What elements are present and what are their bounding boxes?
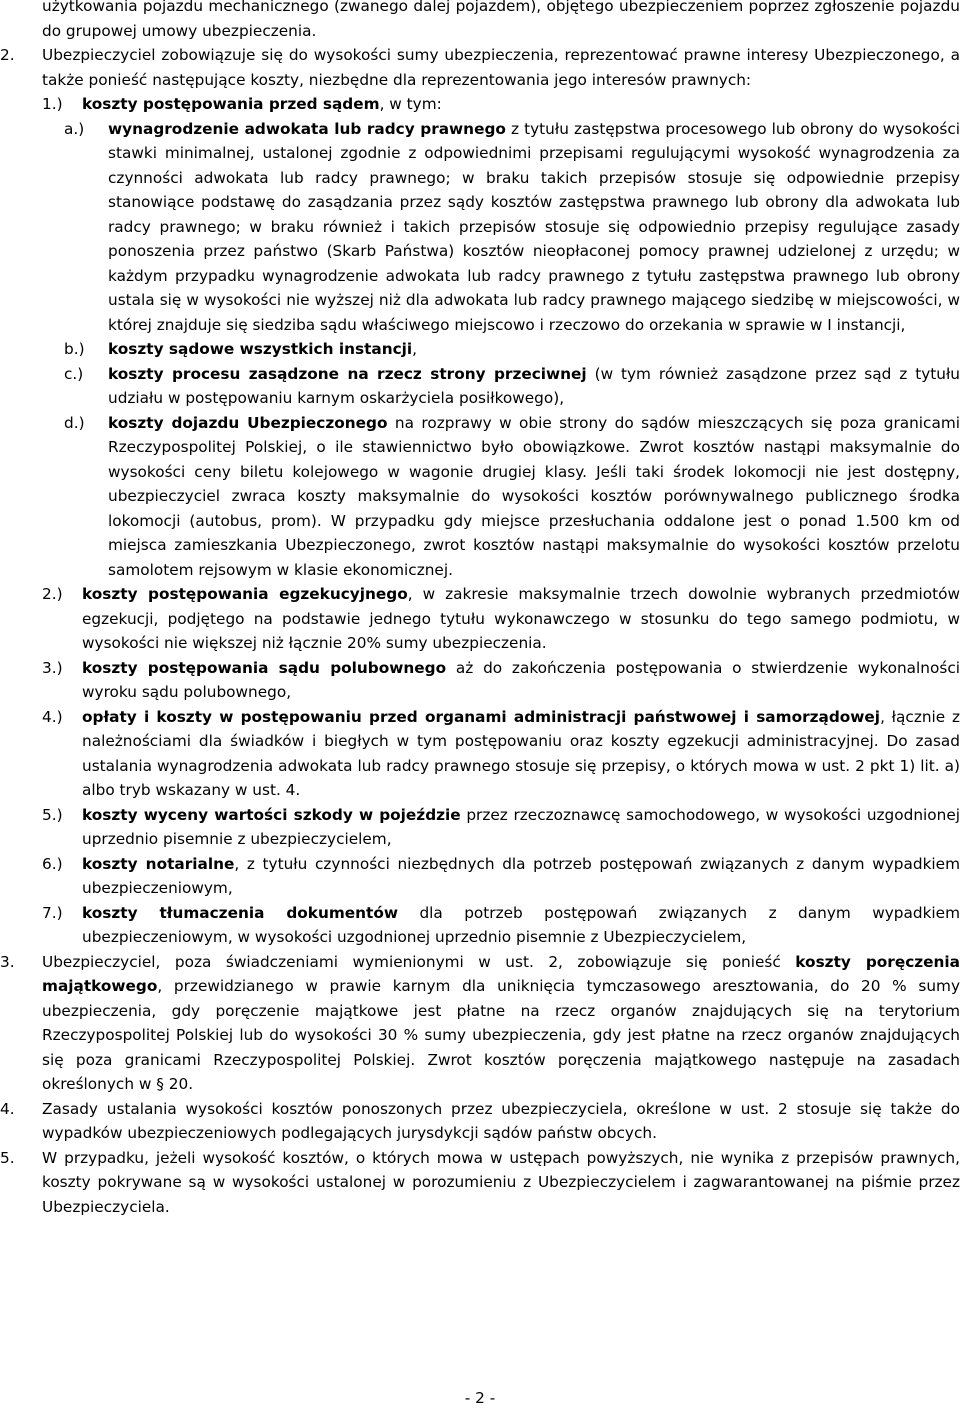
list-item-text: , łącznie z należnościami dla świadków i biegłych w tym postępowaniu oraz koszty egzekucji administracyjnej. Do zasad ustalania wynagrodzenia adwokata lub radcy prawnego stosuje się przepisy, o których mowa w ust. 2 pkt 1) lit. a) albo tryb wskazany w ust. 4. xyxy=(82,707,960,799)
list-item-3 xyxy=(0,656,960,705)
list-item-text: dla potrzeb postępowań związanych z danym wypadkiem ubezpieczeniowym, w wysokości uzgodnionej uprzednio pisemnie z Ubezpieczycielem, xyxy=(82,903,960,946)
list-item-number: 1.) xyxy=(42,95,63,113)
subitem-text: na rozprawy w obie strony do sądów mieszczących się poza granicami Rzeczypospolitej Polskiej, o ile stawiennictwo było obowiązkowe. Zwrot kosztów nastąpi maksymalnie do wysokości ceny biletu kolejowego w wagonie drugiej klasy. Jeśli taki środek lokomocji nie jest dostępny, ubezpieczyciel zwraca koszty maksymalnie do wysokości kosztów porównywalnego publicznego środka lokomocji (autobus, prom). W przypadku gdy miejsce przesłuchania oddalone jest o ponad 1.500 km od miejsca zamieszkania Ubezpieczonego, zwrot kosztów nastąpi maksymalnie do wysokości kosztów przelotu samolotem rejsowym w klasie ekonomicznej. xyxy=(108,413,960,579)
list-item-number: 6.) xyxy=(42,854,63,873)
list-item-text: przez rzeczoznawcę samochodowego, w wysokości uzgodnionej uprzednio pisemnie z ubezpieczycielem, xyxy=(82,805,960,848)
subitem-heading: koszty dojazdu Ubezpieczonego xyxy=(108,413,388,432)
page-number: - 2 - xyxy=(464,1389,496,1407)
list-item-1 xyxy=(0,92,960,117)
section-2-number: 2. xyxy=(0,46,15,64)
section-2 xyxy=(0,43,960,92)
list-item-number: 5.) xyxy=(42,805,63,824)
section-3-number: 3. xyxy=(0,952,15,971)
subitem-heading: wynagrodzenie adwokata lub radcy prawnego xyxy=(108,119,506,138)
list-item-text: , w tym: xyxy=(379,95,442,113)
subitem-b xyxy=(0,337,960,362)
list-item-text: , z tytułu czynności niezbędnych dla potrzeb postępowań związanych z danym wypadkiem ubezpieczeniowym, xyxy=(82,854,960,897)
subitem-heading: koszty sądowe wszystkich instancji xyxy=(108,340,413,358)
subitem-d xyxy=(0,411,960,583)
list-item-heading: koszty tłumaczenia dokumentów xyxy=(82,903,398,922)
section-5-text: W przypadku, jeżeli wysokość kosztów, o których mowa w ustępach powyższych, nie wynika z przepisów prawnych, koszty pokrywane są w wysokości ustalonej w porozumieniu z Ubezpieczycielem i zagwarantowanej na piśmie przez Ubezpieczyciela. xyxy=(42,1148,960,1216)
section-3-text-post: , przewidzianego w prawie karnym dla uniknięcia tymczasowego aresztowania, do 20 % sumy ubezpieczenia, gdy poręczenie majątkowe jest płatne na rzecz organów znajdujących się na terytorium Rzeczypospolitej Polskiej lub do wysokości 30 % sumy ubezpieczenia, gdy jest płatne na rzecz organów znajdujących się poza granicami Rzeczypospolitej Polskiej. Zwrot kosztów poręczenia majątkowego następuje na zasadach określonych w § 20. xyxy=(42,977,960,1093)
section-4-number: 4. xyxy=(0,1099,15,1118)
section-4-text: Zasady ustalania wysokości kosztów ponoszonych przez ubezpieczyciela, określone w ust. 2 stosuje się także do wypadków ubezpieczeniowych podlegających jurysdykcji sądów państw obcych. xyxy=(42,1099,960,1142)
list-item-6 xyxy=(0,852,960,901)
section-3-heading: koszty poręczenia majątkowego xyxy=(42,952,960,995)
subitem-letter: b.) xyxy=(64,340,85,358)
subitem-letter: a.) xyxy=(64,119,85,138)
list-item-number: 3.) xyxy=(42,658,63,677)
list-item-7 xyxy=(0,901,960,950)
list-item-heading: koszty postępowania sądu polubownego xyxy=(82,658,447,677)
list-item-2 xyxy=(0,582,960,656)
list-item-heading: opłaty i koszty w postępowaniu przed organami administracji państwowej i samorządowej xyxy=(82,707,881,726)
section-5 xyxy=(0,1146,960,1220)
list-item-text: , w zakresie maksymalnie trzech dowolnie wybranych przedmiotów egzekucji, podjętego na podstawie jednego tytułu wykonawczego w stosunku do tego samego podmiotu, w wysokości nie większej niż łącznie 20% sumy ubezpieczenia. xyxy=(82,585,960,652)
subitem-a xyxy=(0,117,960,338)
list-item-heading: koszty postępowania przed sądem xyxy=(82,95,380,113)
list-item-number: 4.) xyxy=(42,707,63,726)
intro-text: użytkowania pojazdu mechanicznego (zwanego dalej pojazdem), objętego ubezpieczeniem poprzez zgłoszenie pojazdu do grupowej umowy ubezpieczenia. xyxy=(42,0,960,40)
subitem-text: z tytułu zastępstwa procesowego lub obrony do wysokości stawki minimalnej, ustalonej zgodnie z odpowiednimi przepisami regulującymi wysokość wynagrodzenia za czynności adwokata lub radcy prawnego; w braku takich przepisów stosuje się odpowiednie przepisy stanowiące podstawę do zasądzania przez sądy kosztów zastępstwa prawnego lub obrony dla adwokata lub radcy prawnego; w braku również i takich przepisów stosuje się odpowiednio przepisy regulujące zasady ponoszenia przez państwo (Skarb Państwa) kosztów nieopłaconej pomocy prawnej udzielonej z urzędu; w każdym przypadku wynagrodzenie adwokata lub radcy prawnego z tytułu zastępstwa prawnego lub obrony ustala się w wysokości nie wyższej niż dla adwokata lub radcy prawnego mającego siedzibę w miejscowości, w której znajduje się siedziba sądu właściwego miejscowo i rzeczowo do orzekania w sprawie w I instancji, xyxy=(108,119,960,334)
section-3-text-pre: Ubezpieczyciel, poza świadczeniami wymienionymi w ust. 2, zobowiązuje się ponieść xyxy=(42,952,796,971)
subitem-letter: c.) xyxy=(64,364,84,383)
list-item-4 xyxy=(0,705,960,803)
list-item-text: aż do zakończenia postępowania o stwierdzenie wykonalności wyroku sądu polubownego, xyxy=(82,658,960,701)
subitem-heading: koszty procesu zasądzone na rzecz strony przeciwnej xyxy=(108,364,587,383)
section-2-text: Ubezpieczyciel zobowiązuje się do wysokości sumy ubezpieczenia, reprezentować prawne interesy Ubezpieczonego, a także ponieść następujące koszty, niezbędne dla reprezentowania jego interesów prawnych: xyxy=(42,46,960,89)
list-item-number: 7.) xyxy=(42,903,63,922)
list-item-number: 2.) xyxy=(42,585,63,603)
list-item-5 xyxy=(0,803,960,852)
section-3 xyxy=(0,950,960,1097)
section-5-number: 5. xyxy=(0,1148,15,1167)
list-item-heading: koszty notarialne xyxy=(82,854,235,873)
subitem-c xyxy=(0,362,960,411)
intro-paragraph xyxy=(0,0,960,43)
subitem-text: (w tym również zasądzone przez sąd z tytułu udziału w postępowaniu karnym oskarżyciela posiłkowego), xyxy=(108,364,960,407)
subitem-text: , xyxy=(412,340,418,358)
subitem-letter: d.) xyxy=(64,413,85,432)
section-4 xyxy=(0,1097,960,1146)
list-item-heading: koszty postępowania egzekucyjnego xyxy=(82,585,408,603)
list-item-heading: koszty wyceny wartości szkody w pojeździe xyxy=(82,805,461,824)
